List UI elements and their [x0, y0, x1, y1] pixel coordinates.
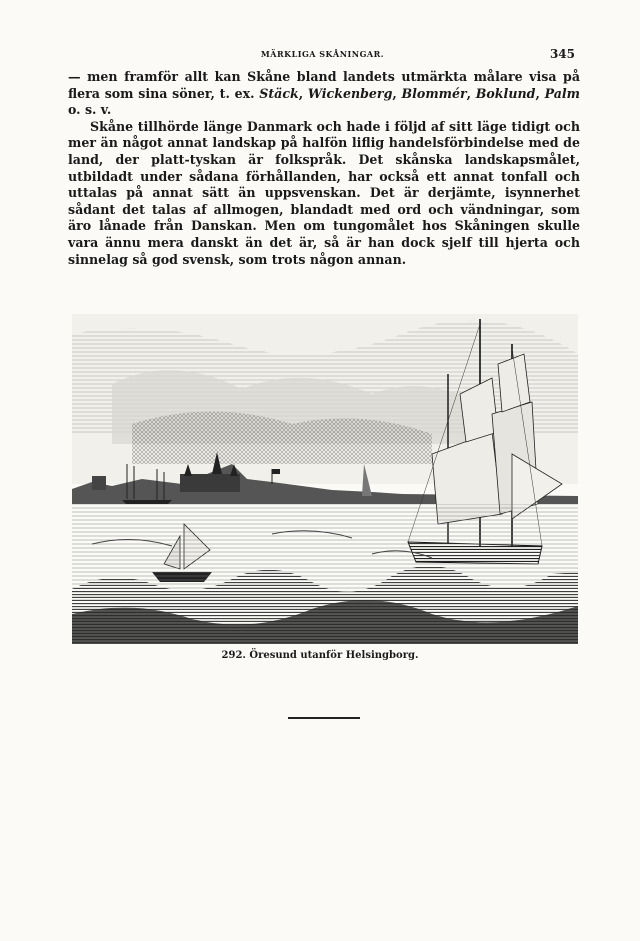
paragraph-1-tail: o. s. v.	[68, 102, 112, 118]
artist-name: Blommér	[401, 85, 467, 101]
paragraph-1-lead: — men framför allt kan Skåne bland landets utmärkta målare visa på flera som sina söner, t. ex.	[68, 69, 580, 101]
page-number: 345	[549, 47, 575, 61]
engraving-illustration	[72, 314, 578, 644]
name-separator: ,	[535, 85, 545, 101]
sea-waves	[72, 504, 578, 644]
figure-caption: 292. Öresund utanför Helsingborg.	[221, 650, 419, 661]
artist-name: Stäck	[259, 85, 299, 101]
artist-name: Palm	[544, 85, 580, 101]
artist-name: Boklund	[475, 85, 536, 101]
engraving-oresund	[72, 314, 578, 644]
paragraph-1	[68, 69, 580, 119]
name-separator: ,	[298, 85, 308, 101]
page-header	[70, 47, 575, 67]
artist-name: Wickenberg	[307, 85, 393, 101]
end-rule	[288, 717, 360, 719]
name-separator: ,	[392, 85, 402, 101]
body-text	[68, 69, 580, 268]
paragraph-2: Skåne tillhörde länge Danmark och hade i följd af sitt läge tidigt och mer än något annat landskap på halfön liflig handelsförbindelse med de land, der platt-tyskan är folkspråk. Det skånska landskapsmålet, utbildadt under sådana förhållanden, har också ett annat tonfall och uttalas på annat sätt än uppsvenskan. Det är derjämte, isynnerhet sådant det talas af allmogen, blandadt med ord och vändningar, som äro lånade från Danskan. Men om tungomålet hos Skåningen skulle vara ännu mera danskt än det är, så är han dock sjelf till hjerta och sinnelag så god svensk, som trots någon annan.	[68, 118, 580, 267]
name-separator: ,	[466, 85, 476, 101]
running-head: MÄRKLIGA SKÅNINGAR.	[260, 49, 385, 59]
